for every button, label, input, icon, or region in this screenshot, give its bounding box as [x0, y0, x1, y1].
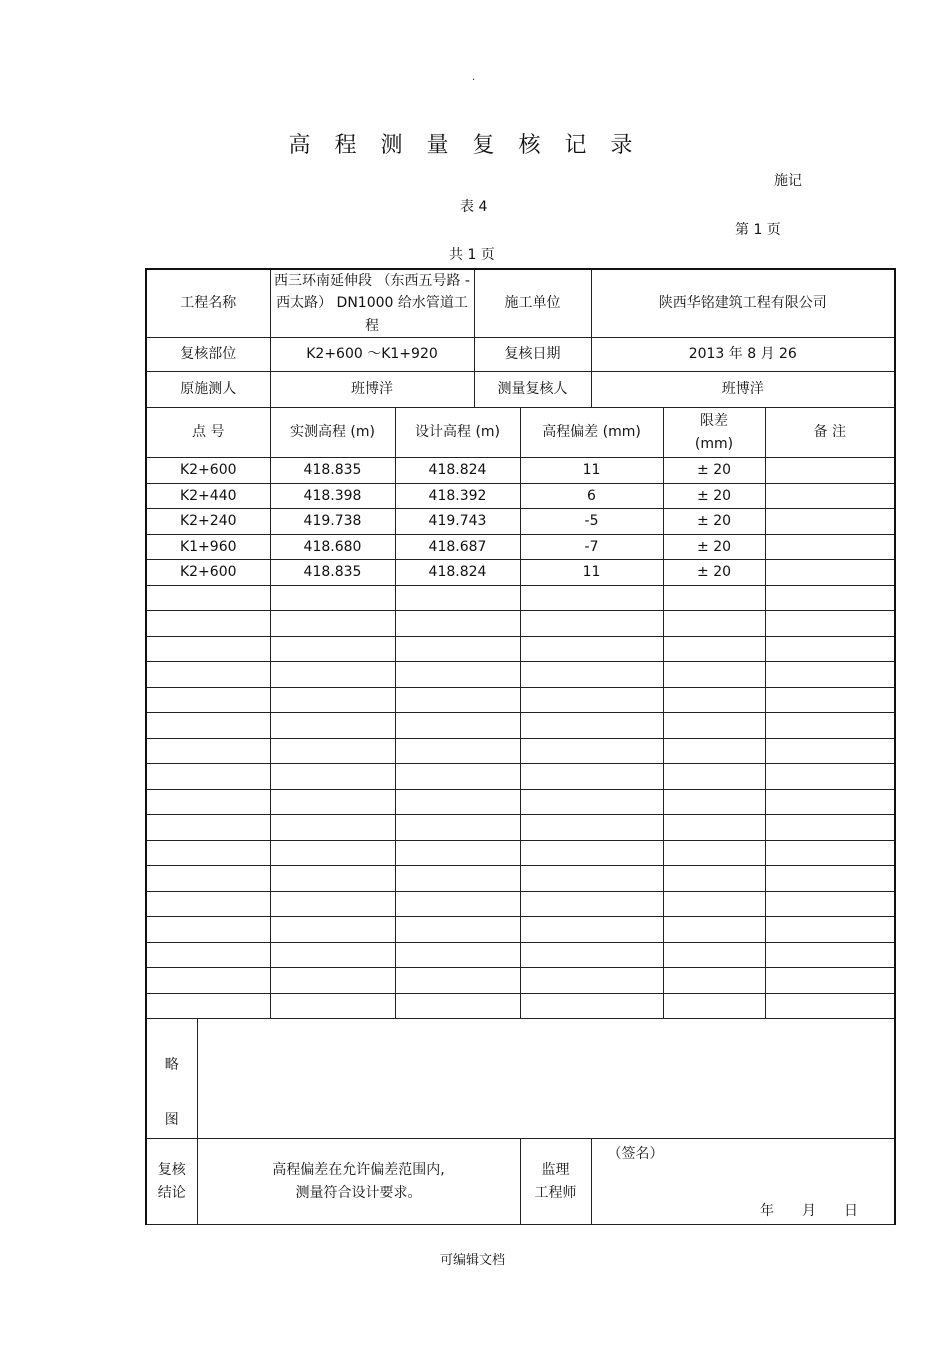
empty-table-row: [146, 789, 895, 815]
table-row: [146, 458, 895, 484]
cell-deviation: [520, 764, 663, 790]
cell-point: [146, 917, 270, 943]
table-row: [146, 483, 895, 509]
cell-design: [395, 585, 520, 611]
cell-limit: [663, 968, 765, 994]
cell-point: [146, 687, 270, 713]
check-date-label: 复核日期: [474, 338, 591, 372]
cell-design: [395, 866, 520, 892]
cell-deviation: [520, 993, 663, 1019]
cell-design: [395, 789, 520, 815]
cell-design: [395, 840, 520, 866]
cell-limit: [663, 713, 765, 739]
cell-design: [395, 942, 520, 968]
page-dot: .: [472, 72, 476, 83]
cell-deviation: [520, 738, 663, 764]
cell-design: [395, 636, 520, 662]
cell-remark: [765, 993, 895, 1019]
cell-measured: [270, 662, 395, 688]
cell-deviation: [520, 942, 663, 968]
header-remark: 备 注: [765, 408, 895, 458]
sketch-label-1: 略: [164, 1057, 179, 1074]
cell-design: [395, 993, 520, 1019]
cell-limit: ± 20: [663, 483, 765, 509]
cell-remark: [765, 789, 895, 815]
cell-point: [146, 840, 270, 866]
cell-limit: [663, 662, 765, 688]
check-date-value: 2013 年 8 月 26: [591, 338, 895, 372]
page-title: 高程测量复核记录: [288, 133, 657, 158]
cell-deviation: [520, 662, 663, 688]
cell-point: [146, 993, 270, 1019]
cell-deviation: 11: [520, 560, 663, 586]
sketch-label-2: 图: [164, 1111, 179, 1128]
cell-limit: ± 20: [663, 534, 765, 560]
cell-limit: [663, 764, 765, 790]
cell-measured: [270, 687, 395, 713]
data-rows: [146, 458, 895, 1019]
empty-table-row: [146, 866, 895, 892]
cell-remark: [765, 585, 895, 611]
header-design: 设计高程 (m): [395, 408, 520, 458]
cell-point: K2+600: [146, 560, 270, 586]
cell-limit: [663, 789, 765, 815]
cell-design: [395, 968, 520, 994]
cell-limit: ± 20: [663, 560, 765, 586]
cell-remark: [765, 713, 895, 739]
page-footer: 可编辑文档: [439, 1253, 505, 1268]
cell-design: [395, 713, 520, 739]
cell-measured: 418.835: [270, 560, 395, 586]
cell-limit: [663, 585, 765, 611]
cell-design: [395, 891, 520, 917]
cell-remark: [765, 509, 895, 535]
cell-remark: [765, 560, 895, 586]
cell-point: [146, 866, 270, 892]
cell-measured: [270, 815, 395, 841]
cell-measured: [270, 738, 395, 764]
empty-table-row: [146, 611, 895, 637]
cell-point: [146, 636, 270, 662]
cell-deviation: [520, 866, 663, 892]
cell-point: K1+960: [146, 534, 270, 560]
survey-checker-label: 测量复核人: [474, 372, 591, 408]
cell-measured: [270, 764, 395, 790]
sign-date: 年月日: [760, 1202, 887, 1219]
cell-deviation: [520, 840, 663, 866]
empty-table-row: [146, 917, 895, 943]
cell-point: [146, 662, 270, 688]
cell-limit: [663, 917, 765, 943]
empty-table-row: [146, 815, 895, 841]
cell-deviation: 11: [520, 458, 663, 484]
cell-remark: [765, 483, 895, 509]
cell-measured: 418.680: [270, 534, 395, 560]
cell-point: [146, 968, 270, 994]
signature-area: [591, 1139, 895, 1225]
table-row: [146, 534, 895, 560]
cell-measured: [270, 840, 395, 866]
cell-design: 418.824: [395, 560, 520, 586]
sketch-area: [197, 1019, 895, 1139]
cell-measured: [270, 891, 395, 917]
empty-table-row: [146, 713, 895, 739]
sketch-label: [146, 1019, 197, 1139]
cell-design: [395, 764, 520, 790]
cell-limit: [663, 687, 765, 713]
cell-measured: [270, 866, 395, 892]
cell-remark: [765, 968, 895, 994]
cell-measured: 418.398: [270, 483, 395, 509]
cell-deviation: [520, 636, 663, 662]
table-row: [146, 509, 895, 535]
cell-limit: [663, 738, 765, 764]
cell-deviation: [520, 917, 663, 943]
check-part-value: K2+600 ～K1+920: [270, 338, 474, 372]
page-total: 共 1 页: [449, 247, 495, 263]
cell-design: 418.392: [395, 483, 520, 509]
cell-measured: [270, 917, 395, 943]
empty-table-row: [146, 585, 895, 611]
cell-point: [146, 815, 270, 841]
cell-deviation: [520, 968, 663, 994]
cell-deviation: [520, 789, 663, 815]
cell-point: [146, 738, 270, 764]
empty-table-row: [146, 840, 895, 866]
cell-measured: 418.835: [270, 458, 395, 484]
cell-measured: [270, 942, 395, 968]
header-measured: 实测高程 (m): [270, 408, 395, 458]
cell-remark: [765, 840, 895, 866]
empty-table-row: [146, 687, 895, 713]
cell-measured: [270, 713, 395, 739]
cell-design: [395, 611, 520, 637]
supervisor-label: 监理 工程师: [520, 1139, 591, 1225]
original-surveyor-value: 班博洋: [270, 372, 474, 408]
cell-limit: [663, 866, 765, 892]
cell-remark: [765, 534, 895, 560]
project-name-label: 工程名称: [146, 269, 270, 338]
original-surveyor-label: 原施测人: [146, 372, 270, 408]
cell-remark: [765, 687, 895, 713]
form-code: 施记: [774, 173, 802, 189]
cell-point: [146, 764, 270, 790]
cell-measured: [270, 636, 395, 662]
empty-table-row: [146, 942, 895, 968]
construction-unit-label: 施工单位: [474, 269, 591, 338]
cell-remark: [765, 662, 895, 688]
cell-measured: [270, 611, 395, 637]
cell-point: K2+240: [146, 509, 270, 535]
cell-design: [395, 815, 520, 841]
cell-remark: [765, 738, 895, 764]
cell-measured: [270, 968, 395, 994]
cell-remark: [765, 636, 895, 662]
cell-point: [146, 942, 270, 968]
construction-unit-value: 陕西华铭建筑工程有限公司: [591, 269, 895, 338]
conclusion-label: 复核 结论: [146, 1139, 197, 1225]
empty-table-row: [146, 662, 895, 688]
project-name-value: 西三环南延伸段 （东西五号路 -西太路） DN1000 给水管道工程: [270, 269, 474, 338]
empty-table-row: [146, 636, 895, 662]
table-row: [146, 560, 895, 586]
cell-point: K2+600: [146, 458, 270, 484]
cell-design: [395, 687, 520, 713]
header-point: 点 号: [146, 408, 270, 458]
cell-deviation: [520, 585, 663, 611]
cell-deviation: 6: [520, 483, 663, 509]
cell-point: [146, 891, 270, 917]
elevation-check-table: [145, 268, 896, 1225]
cell-design: 418.824: [395, 458, 520, 484]
page-number: 第 1 页: [735, 222, 781, 238]
cell-point: [146, 713, 270, 739]
conclusion-text: 高程偏差在允许偏差范围内, 测量符合设计要求。: [197, 1139, 520, 1225]
check-part-label: 复核部位: [146, 338, 270, 372]
cell-measured: [270, 585, 395, 611]
cell-point: [146, 611, 270, 637]
cell-remark: [765, 891, 895, 917]
table-number: 表 4: [460, 199, 488, 215]
cell-deviation: [520, 713, 663, 739]
cell-deviation: -7: [520, 534, 663, 560]
cell-limit: [663, 942, 765, 968]
empty-table-row: [146, 738, 895, 764]
cell-remark: [765, 764, 895, 790]
empty-table-row: [146, 968, 895, 994]
cell-deviation: -5: [520, 509, 663, 535]
cell-limit: [663, 636, 765, 662]
empty-table-row: [146, 993, 895, 1019]
empty-table-row: [146, 764, 895, 790]
cell-limit: ± 20: [663, 509, 765, 535]
cell-deviation: [520, 687, 663, 713]
header-limit: 限差 (mm): [663, 408, 765, 458]
cell-deviation: [520, 815, 663, 841]
cell-remark: [765, 458, 895, 484]
cell-limit: [663, 993, 765, 1019]
cell-limit: [663, 611, 765, 637]
cell-limit: [663, 891, 765, 917]
cell-limit: ± 20: [663, 458, 765, 484]
cell-point: [146, 585, 270, 611]
cell-point: [146, 789, 270, 815]
cell-remark: [765, 942, 895, 968]
cell-point: K2+440: [146, 483, 270, 509]
cell-design: [395, 738, 520, 764]
cell-measured: 419.738: [270, 509, 395, 535]
cell-deviation: [520, 891, 663, 917]
cell-design: [395, 917, 520, 943]
empty-table-row: [146, 891, 895, 917]
survey-checker-value: 班博洋: [591, 372, 895, 408]
cell-design: 419.743: [395, 509, 520, 535]
cell-design: 418.687: [395, 534, 520, 560]
cell-remark: [765, 917, 895, 943]
cell-measured: [270, 789, 395, 815]
cell-limit: [663, 815, 765, 841]
cell-deviation: [520, 611, 663, 637]
signature-hint: （签名）: [607, 1146, 664, 1163]
cell-limit: [663, 840, 765, 866]
cell-remark: [765, 866, 895, 892]
cell-design: [395, 662, 520, 688]
cell-remark: [765, 611, 895, 637]
cell-measured: [270, 993, 395, 1019]
header-deviation: 高程偏差 (mm): [520, 408, 663, 458]
cell-remark: [765, 815, 895, 841]
